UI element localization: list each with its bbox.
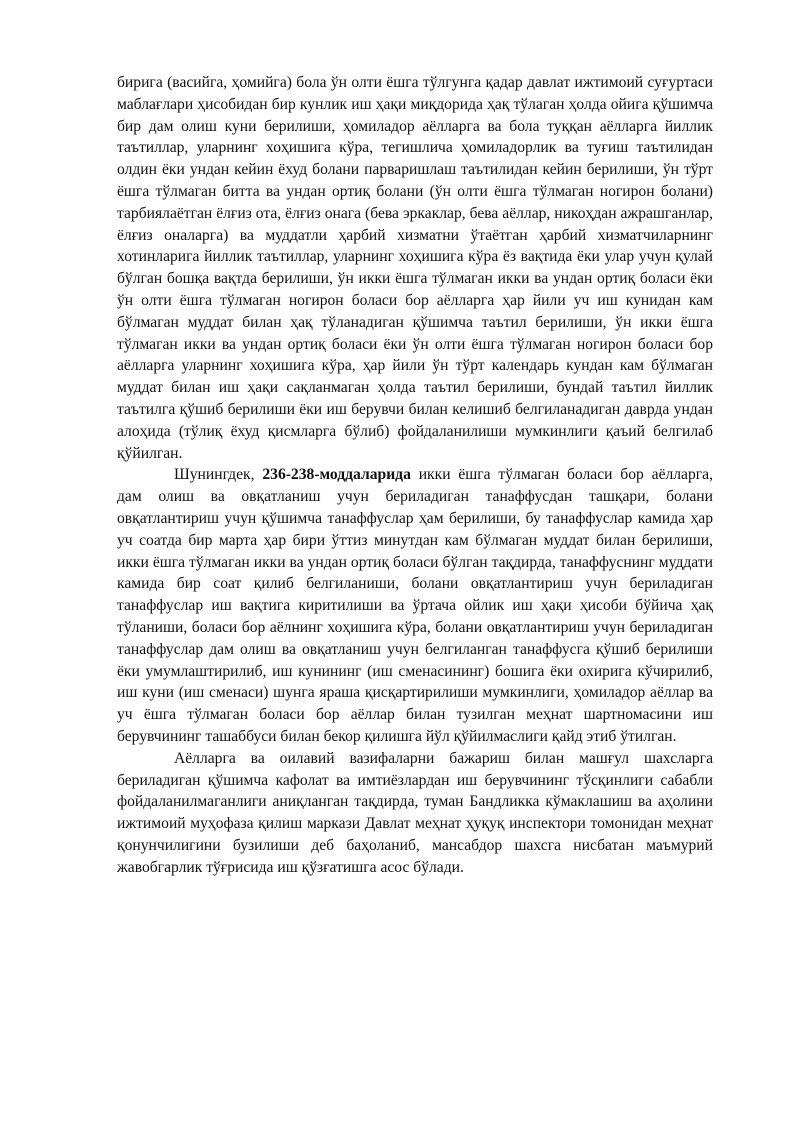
paragraph-3-text: Аёлларга ва оилавий вазифаларни бажариш билан машғул шахсларга бериладиган қўшимча кафолат ва имтиёзлардан иш берувчининг тўсқинлиги сабабли фойдаланилмаганлиги аниқланган тақдирда, туман Бандликка кўмаклашиш ва аҳолини ижтимоий муҳофаза қилиш маркази Давлат меҳнат ҳуқуқ инспектори томонидан меҳнат қонунчилигини бузилиши деб баҳоланиб, мансабдор шахсга нисбатан маъмурий жавобгарлик тўғрисида иш қўзғатишга асос бўлади. [117, 749, 713, 876]
paragraph-3 [117, 748, 713, 879]
paragraph-2-lead: Шунингдек, [174, 466, 263, 484]
paragraph-1 [117, 72, 713, 464]
articles-reference: 236-238-моддаларида [262, 466, 411, 484]
document-body [117, 72, 713, 878]
paragraph-2 [117, 464, 713, 747]
paragraph-1-text: бирига (васийга, ҳомийга) бола ўн олти ёшга тўлгунга қадар давлат ижтимоий суғуртаси маблағлари ҳисобидан бир кунлик иш ҳақи миқдорида ҳақ тўлаган ҳолда ойига қўшимча бир дам олиш куни берилиши, ҳомиладор аёлларга ва бола туққан аёлларга йиллик таътиллар, уларнинг хоҳишига кўра, тегишлича ҳомиладорлик ва туғиш таътилидан олдин ёки ундан кейин ёхуд болани парваришлаш таътилидан кейин берилиши, ўн тўрт ёшга тўлмаган битта ва ундан ортиқ болани (ўн олти ёшга тўлмаган ногирон болани) тарбиялаётган ёлғиз ота, ёлғиз онага (бева эркаклар, бева аёллар, никоҳдан ажрашганлар, ёлғиз оналарга) ва муддатли ҳарбий хизматни ўтаётган ҳарбий хизматчиларнинг хотинларига йиллик таътиллар, уларнинг хоҳишига кўра ёз вақтида ёки улар учун қулай бўлган бошқа вақтда берилиши, ўн икки ёшга тўлмаган икки ва ундан ортиқ боласи ёки ўн олти ёшга тўлмаган ногирон боласи бор аёлларга ҳар йили уч иш кунидан кам бўлмаган муддат билан ҳақ тўланадиган қўшимча таътил берилиши, ўн икки ёшга тўлмаган икки ва ундан ортиқ боласи ёки ўн олти ёшга тўлмаган ногирон боласи бор аёлларга уларнинг хоҳишига кўра, ҳар йили ўн тўрт календарь кундан кам бўлмаган муддат билан иш ҳақи сақланмаган ҳолда таътил берилиши, бундай таътил йиллик таътилга қўшиб берилиши ёки иш берувчи билан келишиб белгиланадиган даврда ундан алоҳида (тўлиқ ёхуд қисмларга бўлиб) фойдаланилиши мумкинлиги қаъий белгилаб қўйилган. [117, 74, 713, 462]
paragraph-2-text: икки ёшга тўлмаган боласи бор аёлларга, дам олиш ва овқатланиш учун бериладиган танаффусдан ташқари, болани овқатлантириш учун қўшимча танаффуслар ҳам берилиши, бу танаффуслар камида ҳар уч соатда бир марта ҳар бири ўттиз минутдан кам бўлмаган муддат билан берилиши, икки ёшга тўлмаган икки ва ундан ортиқ боласи бўлган тақдирда, танаффуснинг муддати камида бир соат қилиб белгиланиши, болани овқатлантириш учун бериладиган танаффуслар иш вақтига киритилиши ва ўртача ойлик иш ҳақи ҳисоби бўйича ҳақ тўланиши, боласи бор аёлнинг хоҳишига кўра, болани овқатлантириш учун бериладиган танаффуслар дам олиш ва овқатланиш учун белгиланган танаффусга қўшиб берилиши ёки умумлаштирилиб, иш кунининг (иш сменасининг) бошига ёки охирига кўчирилиб, иш куни (иш сменаси) шунга яраша қисқартирилиши мумкинлиги, ҳомиладор аёллар ва уч ёшга тўлмаган боласи бор аёллар билан тузилган меҳнат шартномасини иш берувчининг ташаббуси билан бекор қилишга йўл қўйилмаслиги қайд этиб ўтилган. [117, 466, 713, 745]
